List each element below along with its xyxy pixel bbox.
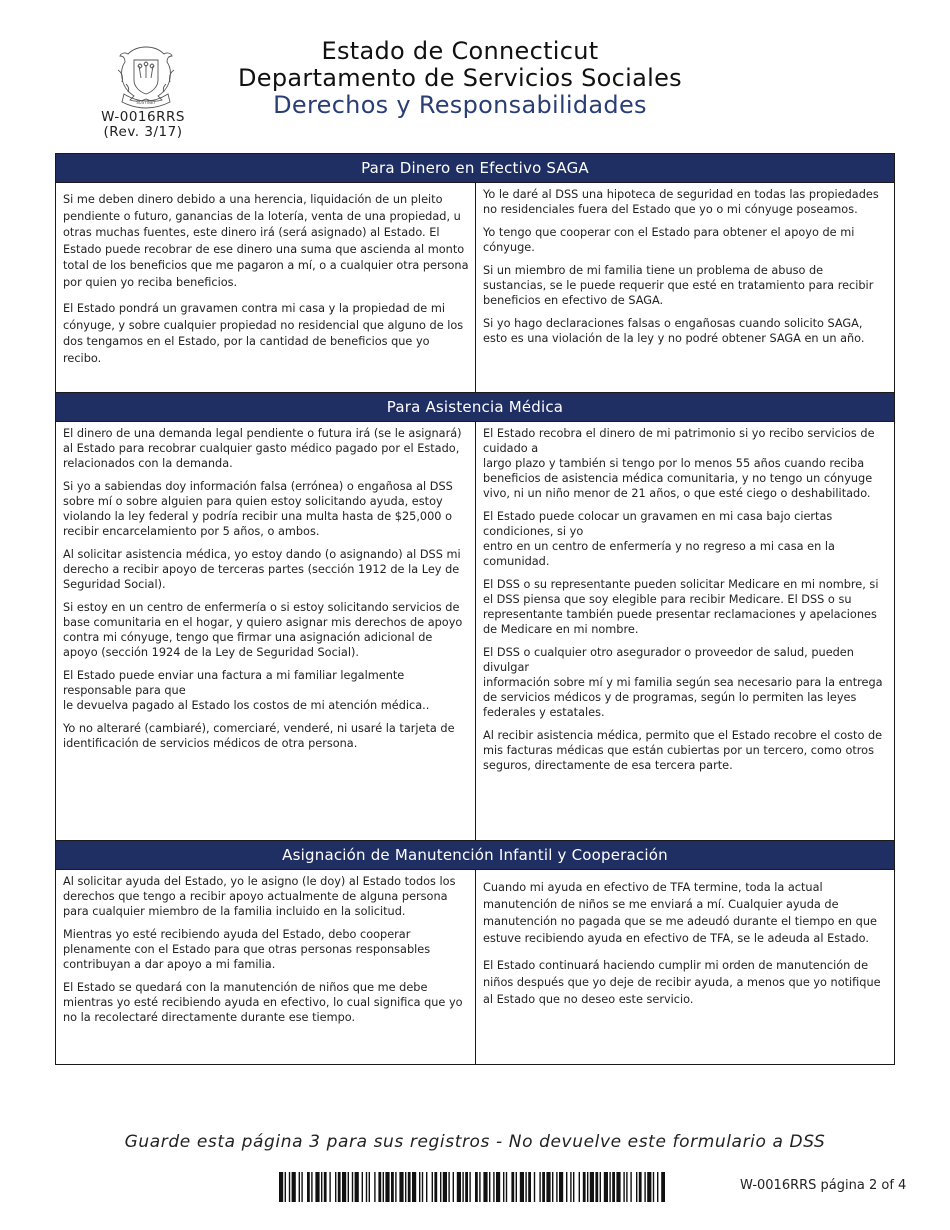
paragraph: Cuando mi ayuda en efectivo de TFA termine, toda la actual manutención de niños se me enviará a mí. Cualquier ayuda de manutención no pagada que se me adeudó durante el tiempo en que estuve recibiendo ayuda en efectivo de TFA, se le adeuda al Estado. bbox=[483, 881, 877, 945]
section-body bbox=[56, 869, 894, 1064]
footer-note: Guarde esta página 3 para sus registros - No devuelve este formulario a DSS bbox=[124, 1132, 826, 1152]
right-column bbox=[476, 183, 894, 392]
state-title: Estado de Connecticut bbox=[321, 37, 599, 65]
section-body bbox=[56, 182, 894, 392]
paragraph: Si yo a sabiendas doy información falsa (errónea) o engañosa al DSS sobre mí o sobre alguien para quien estoy solicitando ayuda, estoy violando la ley federal y podría recibir una multa hasta de $25,000 o recibir encarcelamiento por 5 años, o ambos. bbox=[63, 480, 453, 538]
paragraph: El dinero de una demanda legal pendiente o futura irá (se le asignará) al Estado para recobrar cualquier gasto médico pagado por el Estado, relacionados con la demanda. bbox=[63, 427, 462, 470]
section-medical-assistance bbox=[56, 392, 894, 840]
paragraph: El Estado se quedará con la manutención de niños que me debe mientras yo esté recibiendo ayuda en efectivo, lo cual significa que yo no la recolectaré directamente durante ese tiempo. bbox=[63, 981, 463, 1024]
paragraph: Al recibir asistencia médica, permito que el Estado recobre el costo de mis facturas médicas que están cubiertas por un tercero, como otros seguros, directamente de esa tercera parte. bbox=[483, 729, 883, 772]
left-column bbox=[56, 870, 476, 1064]
department-title: Departamento de Servicios Sociales bbox=[238, 64, 682, 92]
paragraph: El Estado puede colocar un gravamen en mi casa bajo ciertas condiciones, si yo entro en un centro de enfermería y no regreso a mi casa en la comunidad. bbox=[483, 510, 835, 568]
paragraph: El Estado puede enviar una factura a mi familiar legalmente responsable para que le devuelva pagado al Estado los costos de mi atención médica.. bbox=[63, 669, 430, 712]
form-code: W-0016RRS bbox=[101, 109, 185, 125]
state-seal-icon bbox=[112, 44, 180, 112]
section-body bbox=[56, 421, 894, 840]
paragraph: Si me deben dinero debido a una herencia, liquidación de un pleito pendiente o futuro, ganancias de la lotería, venta de una propiedad, u otras muchas fuentes, este dinero irá (será asignado) al Estado. El Estado puede recobrar de ese dinero una suma que ascienda al monto total de los beneficios que me pagaron a mí, o a cualquier otra persona por quien yo reciba beneficios. bbox=[63, 193, 469, 289]
right-column bbox=[476, 422, 894, 840]
paragraph: Al solicitar asistencia médica, yo estoy dando (o asignando) al DSS mi derecho a recibir apoyo de terceras partes (sección 1912 de la Ley de Seguridad Social). bbox=[63, 548, 461, 591]
paragraph: El Estado pondrá un gravamen contra mi casa y la propiedad de mi cónyuge, y sobre cualquier propiedad no residencial que alguno de los dos tengamos en el Estado, por la cantidad de beneficios que yo recibo. bbox=[63, 302, 464, 365]
left-column bbox=[56, 422, 476, 840]
paragraph: Yo tengo que cooperar con el Estado para obtener el apoyo de mi cónyuge. bbox=[483, 226, 855, 254]
paragraph: Si yo hago declaraciones falsas o engañosas cuando solicito SAGA, esto es una violación de la ley y no podré obtener SAGA en un año. bbox=[483, 317, 865, 345]
document-header bbox=[200, 38, 720, 119]
paragraph: El DSS o cualquier otro asegurador o proveedor de salud, pueden divulgar información sobre mí y mi familia según sea necesario para la entrega de servicios médicos y de programas, según lo permiten las leyes federales y estatales. bbox=[483, 646, 883, 719]
paragraph: Si un miembro de mi familia tiene un problema de abuso de sustancias, se le puede requerir que esté en tratamiento para recibir beneficios en efectivo de SAGA. bbox=[483, 264, 874, 307]
paragraph: Mientras yo esté recibiendo ayuda del Estado, debo cooperar plenamente con el Estado para que otras personas responsables contribuyan a dar apoyo a mi familia. bbox=[63, 928, 431, 971]
svg-text:SUSTINET: SUSTINET bbox=[136, 100, 156, 105]
section-child-support bbox=[56, 840, 894, 1064]
paragraph: Al solicitar ayuda del Estado, yo le asigno (le doy) al Estado todos los derechos que tengo a recibir apoyo actualmente de alguna persona para cualquier miembro de la familia incluido en la solicitud. bbox=[63, 875, 456, 918]
page-label: W-0016RRS página 2 of 4 bbox=[740, 1178, 907, 1193]
rights-responsibilities-table bbox=[55, 153, 895, 1065]
paragraph: El Estado recobra el dinero de mi patrimonio si yo recibo servicios de cuidado a largo plazo y también si tengo por lo menos 55 años cuando reciba beneficios de asistencia médica comunitaria, y no tengo un cónyuge vivo, ni un niño menor de 21 años, o que esté ciego o deshabilitado. bbox=[483, 427, 875, 500]
paragraph: Yo le daré al DSS una hipoteca de seguridad en todas las propiedades no residenciales fuera del Estado que yo o mi cónyuge poseamos. bbox=[483, 188, 879, 216]
section-header: Asignación de Manutención Infantil y Cooperación bbox=[56, 840, 894, 869]
section-saga-cash bbox=[56, 154, 894, 392]
section-header: Para Dinero en Efectivo SAGA bbox=[56, 154, 894, 182]
paragraph: El DSS o su representante pueden solicitar Medicare en mi nombre, si el DSS piensa que soy elegible para recibir Medicare. El DSS o su representante también puede presentar reclamaciones y apelaciones de Medicare en mi nombre. bbox=[483, 578, 879, 636]
left-column bbox=[56, 183, 476, 392]
barcode-icon bbox=[279, 1172, 665, 1202]
document-subtitle: Derechos y Responsabilidades bbox=[273, 91, 647, 119]
paragraph: El Estado continuará haciendo cumplir mi orden de manutención de niños después que yo deje de recibir ayuda, a menos que yo notifique al Estado que no deseo este servicio. bbox=[483, 959, 881, 1006]
right-column bbox=[476, 870, 894, 1064]
paragraph: Si estoy en un centro de enfermería o si estoy solicitando servicios de base comunitaria en el hogar, y quiero asignar mis derechos de apoyo contra mi cónyuge, tengo que firmar una asignación adicional de apoyo (sección 1924 de la Ley de Seguridad Social). bbox=[63, 601, 463, 659]
paragraph: Yo no alteraré (cambiaré), comerciaré, venderé, ni usaré la tarjeta de identificación de servicios médicos de otra persona. bbox=[63, 722, 455, 750]
form-revision: (Rev. 3/17) bbox=[103, 124, 183, 140]
form-identifier bbox=[88, 110, 198, 140]
section-header: Para Asistencia Médica bbox=[56, 392, 894, 421]
